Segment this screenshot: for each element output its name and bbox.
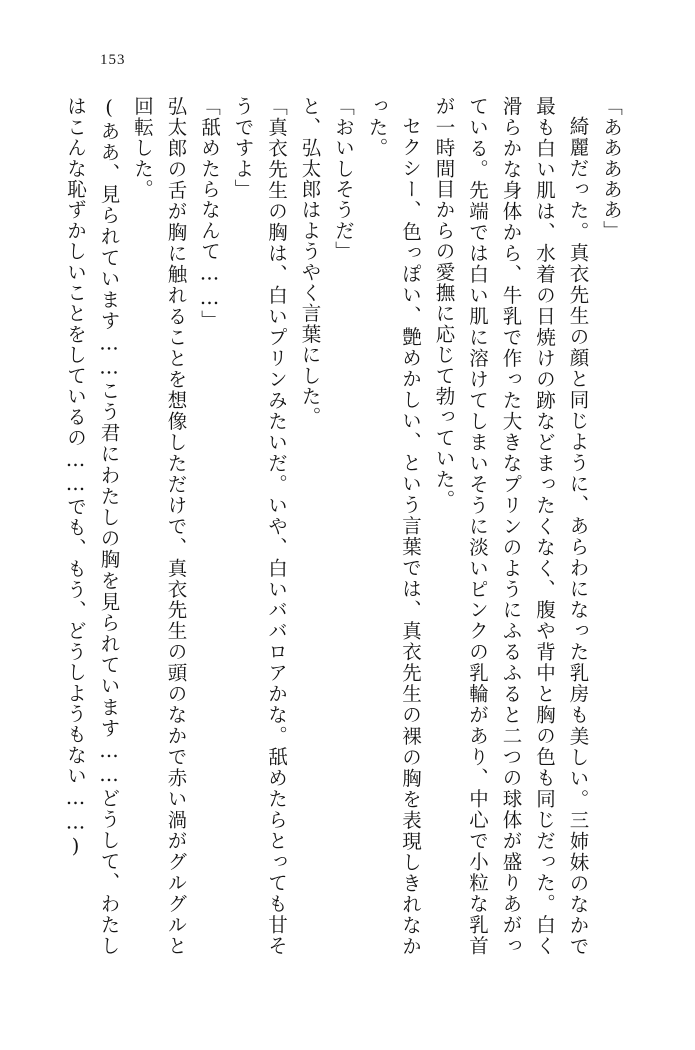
page-number: 153 (100, 52, 126, 68)
paragraph-narration-3: と、弘太郎はようやく言葉にした。 (298, 96, 322, 428)
paragraph-narration-4: 弘太郎の舌が胸に触れることを想像しただけで、真衣先生の頭のなかで赤い渦がグルグルと回転した。 (131, 96, 188, 956)
paragraph-dialogue-3: 「真衣先生の胸は、白いプリンみたいだ。いや、白いババロアかな。舐めたらとっても甘そうですよ」 (231, 96, 288, 956)
paragraph-dialogue-1: 「あああああ」 (600, 96, 623, 241)
paragraph-dialogue-2: 「おいしそうだ」 (332, 96, 355, 262)
paragraph-narration-1: 綺麗だった。真衣先生の顔と同じように、あらわになった乳房も美しい。三姉妹のなかで最も白い肌は、水着の日焼けの跡などまったくなく、腹や背中と胸の色も同じだった。白く滑らかな身体から、牛乳で作った大きなプリンのようにふるふると二つの球体が盛りあがっている。先端では白い肌に溶けてしまいそうに淡いピンクの乳輪があり、中心で小粒な乳首が一時間目からの愛撫に応じて勃っていた。 (432, 96, 590, 956)
paragraph-dialogue-5: (ああ、見られています……こう君にわたしの胸を見られています……どうして、わたしはこんな恥ずかしいことをしているの……でも、もう、どうしようもない……) (64, 96, 121, 956)
paragraph-dialogue-4: 「舐めたらなんて……」 (198, 96, 221, 331)
novel-body-text (58, 96, 628, 956)
paragraph-narration-2: セクシー、色っぽい、艶めかしい、という言葉では、真衣先生の裸の胸を表現しきれなかった。 (365, 96, 422, 956)
